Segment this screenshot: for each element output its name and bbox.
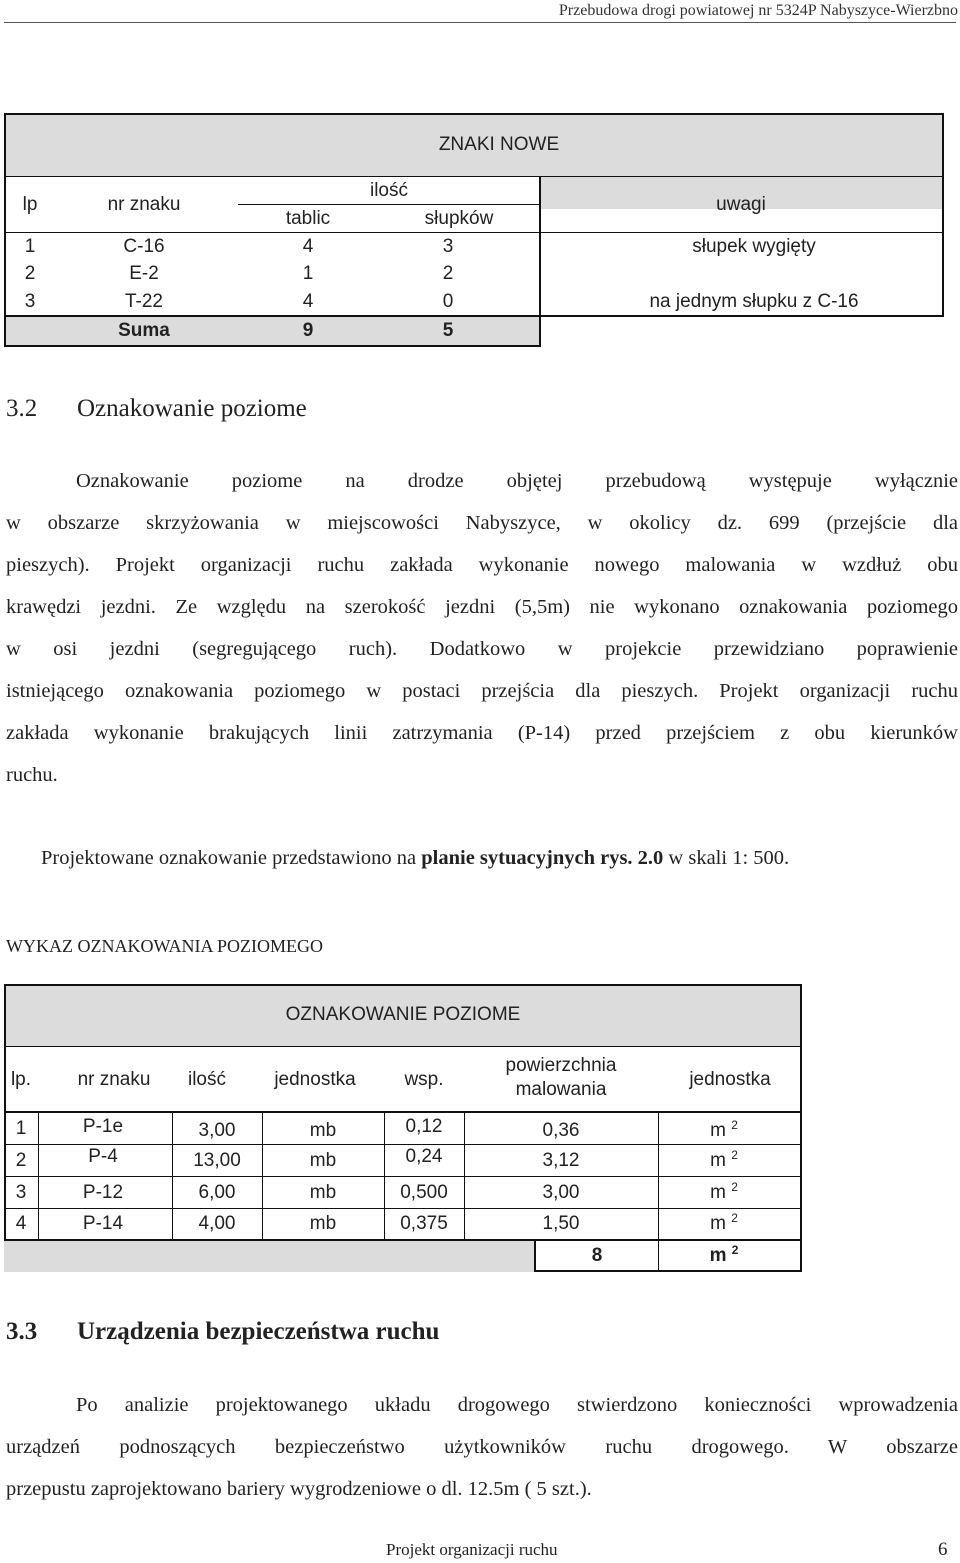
table-row-lp: 4 [15,1213,27,1234]
header-ilosc: ilość [369,179,408,201]
projektowane-text [41,847,789,870]
table-row-nr: P-1e [82,1116,124,1137]
paragraph-line: pieszych). Projekt organizacji ruchu zakłada wykonanie nowego malowania w wzdłuż obu [6,554,958,576]
paragraph-urzadzenia [6,1384,958,1510]
paragraph-line: urządzeń podnoszących bezpieczeństwo użytkowników ruchu drogowego. W obszarze [6,1436,958,1458]
section-title: Oznakowanie poziome [77,395,307,422]
border [4,113,944,115]
border [534,1270,802,1272]
table-row-lp: 1 [15,1117,27,1139]
table-row-slupkow: 2 [442,262,454,284]
table-znaki-nowe [4,113,944,347]
section-number: 3.3 [6,1318,38,1345]
unit-m: m [710,1213,726,1234]
unit-m: m [710,1150,726,1171]
border [4,345,540,347]
border [4,984,802,986]
table-row-unit [694,1147,754,1175]
table-row-tablic: 1 [302,262,314,284]
section-title: Urządzenia bezpieczeństwa ruchu [77,1318,440,1345]
border [38,1113,39,1240]
table-row-lp: 2 [24,262,36,284]
header-jednostka: jednostka [274,1069,356,1090]
table-row-nr: P-14 [82,1213,124,1234]
suma-slupkow: 5 [442,320,454,341]
table-row-lp: 3 [24,290,36,312]
table-row-powierzchnia: 3,00 [542,1181,580,1203]
table-row-uwagi: słupek wygięty [692,235,816,257]
table-row-nr: E-2 [129,262,159,284]
table-row-wsp: 0,24 [405,1146,443,1167]
total-unit [694,1241,754,1270]
header-jednostka-2: jednostka [689,1069,771,1090]
table-row-wsp: 0,500 [400,1181,448,1203]
suma-label: Suma [118,320,170,341]
header-tablic: tablic [285,207,331,229]
table-row-wsp: 0,375 [400,1213,448,1234]
unit-m: m [709,1244,727,1266]
projektowane-text-a: Projektowane oznakowanie przedstawiono na [41,847,422,869]
total-shade [4,1240,534,1272]
paragraph-line: krawędzi jezdni. Ze względu na szerokość jezdni (5,5m) nie wykonano oznakowania poziomego [6,596,958,618]
footer-text: Projekt organizacji ruchu [386,1540,558,1559]
table-row-tablic: 4 [302,235,314,257]
table-row-ilosc: 3,00 [198,1120,236,1141]
paragraph-line: istniejącego oznakowania poziomego w postaci przejścia dla pieszych. Projekt organizacji ruchu [6,680,958,702]
table-row-slupkow: 0 [442,290,454,312]
table-row-uwagi: na jednym słupku z C-16 [649,290,859,312]
header-malowania: malowania [515,1079,607,1100]
table-oznakowanie-poziome [4,984,802,1272]
projektowane-text-c: w skali 1: 500. [663,847,790,869]
header-wsp: wsp. [404,1069,444,1090]
table-row-lp: 2 [15,1149,27,1171]
page-number: 6 [938,1539,948,1560]
table-row-ilosc: 13,00 [193,1150,241,1171]
header-rule [4,22,956,23]
table-row-jednostka: mb [309,1181,337,1203]
table-row-powierzchnia: 1,50 [542,1213,580,1234]
header-nr-znaku: nr znaku [77,1069,151,1090]
unit-exponent: 2 [731,1148,738,1162]
header-lp: lp [22,193,38,215]
paragraph-line: w osi jezdni (segregującego ruch). Dodatkowo w projekcie przewidziano poprawienie [6,638,958,660]
table-row-nr: P-12 [82,1181,124,1203]
border [658,1113,659,1240]
table-row-nr: C-16 [123,235,165,257]
unit-m: m [710,1120,726,1141]
paragraph-line: zakłada wykonanie brakujących linii zatrzymania (P-14) przed przejściem z obu kierunków [6,722,958,744]
paragraph-line: Po analizie projektowanego układu drogowego stwierdzono konieczności wprowadzenia [76,1394,958,1416]
table-row-tablic: 4 [302,290,314,312]
table-row-lp: 3 [15,1181,27,1203]
paragraph-line: Oznakowanie poziome na drodze objętej przebudową występuje wyłącznie [76,470,958,492]
table-title: ZNAKI NOWE [438,134,560,155]
table-row-lp: 1 [24,235,36,257]
table-row-powierzchnia: 0,36 [542,1120,580,1141]
border [658,1240,659,1272]
plan-reference: planie sytuacyjnych rys. 2.0 [421,847,664,869]
unit-m: m [710,1181,726,1203]
table-row-unit [694,1117,754,1145]
paragraph-line: ruchu. [6,764,58,786]
unit-exponent: 2 [731,1118,738,1132]
table-row-nr: P-4 [88,1146,118,1167]
table-row-unit [694,1209,754,1239]
total-value: 8 [591,1244,603,1266]
unit-exponent: 2 [731,1242,739,1257]
header-lp: lp. [10,1069,32,1090]
header-slupkow: słupków [424,207,494,229]
header-nr-znaku: nr znaku [107,193,181,215]
paragraph-line: w obszarze skrzyżowania w miejscowości Nabyszyce, w okolicy dz. 699 (przejście dla [6,512,958,534]
table-title: OZNAKOWANIE POZIOME [285,1004,521,1025]
running-header: Przebudowa drogi powiatowej nr 5324P Nabyszyce-Wierzbno [558,2,958,19]
header-powierzchnia: powierzchnia [505,1055,617,1076]
wykaz-heading: WYKAZ OZNAKOWANIA POZIOMEGO [6,936,323,956]
suma-tablic: 9 [302,320,314,341]
paragraph-line: przepustu zaprojektowano bariery wygrodzeniowe o dl. 12.5m ( 5 szt.). [6,1478,592,1500]
border [4,1239,802,1241]
table-row-unit [694,1177,754,1208]
section-number: 3.2 [6,395,38,422]
unit-exponent: 2 [731,1179,738,1194]
table-row-slupkow: 3 [442,235,454,257]
paragraph-oznakowanie [6,460,958,796]
table-row-jednostka: mb [309,1213,337,1234]
table-row-ilosc: 4,00 [198,1213,236,1234]
table-row-jednostka: mb [309,1150,337,1171]
header-uwagi: uwagi [716,193,766,215]
table-row-ilosc: 6,00 [198,1181,236,1203]
unit-exponent: 2 [731,1211,738,1225]
table-row-nr: T-22 [124,290,164,312]
border [4,1046,802,1047]
header-ilosc: ilość [187,1069,226,1090]
table-row-powierzchnia: 3,12 [542,1150,580,1171]
table-row-jednostka: mb [309,1120,337,1141]
table-row-wsp: 0,12 [405,1116,443,1137]
